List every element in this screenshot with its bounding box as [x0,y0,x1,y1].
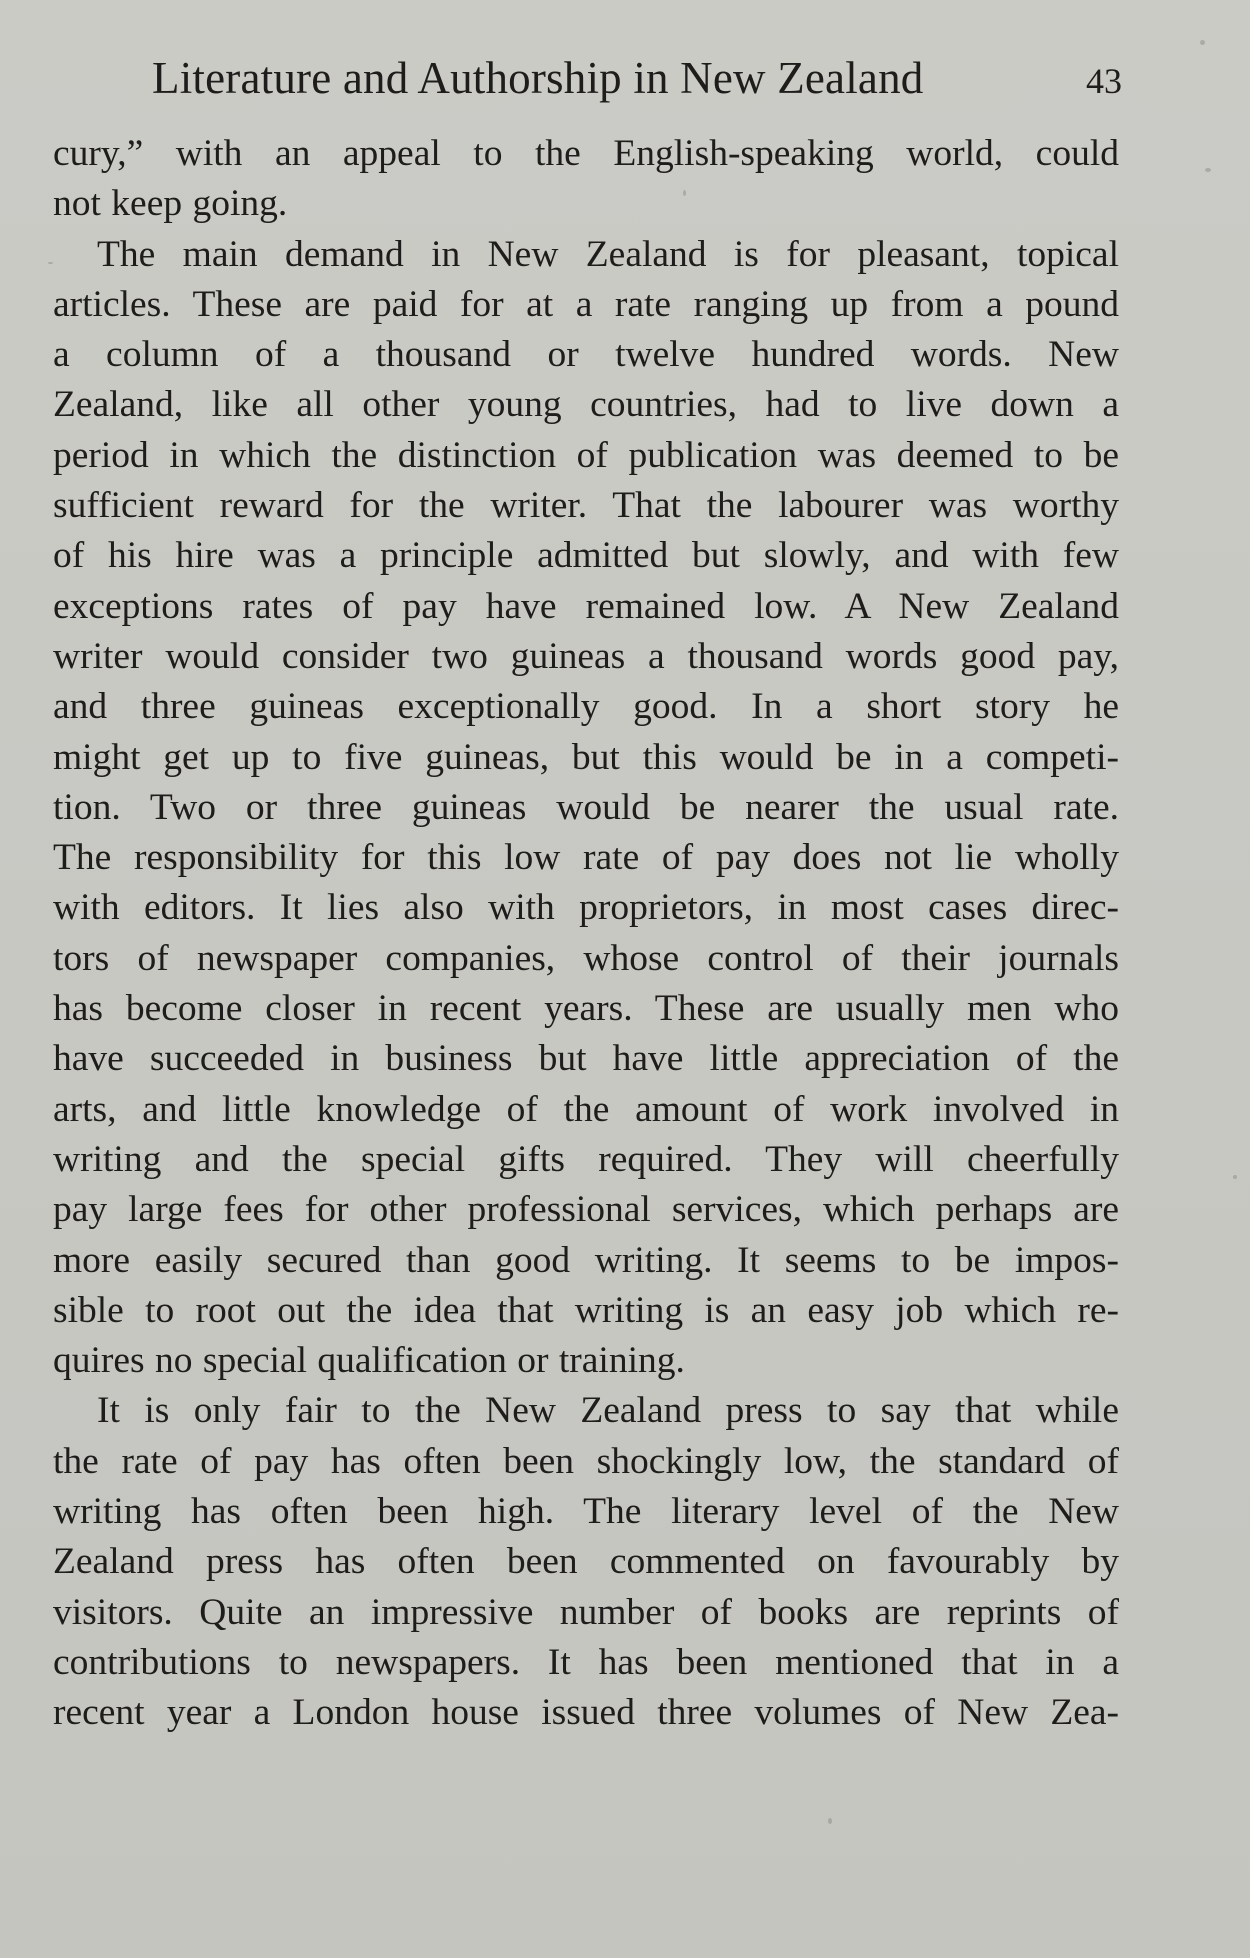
text-line: has become closer in recent years. These are usually men who [53,988,1119,1030]
text-line: Zealand press has often been commented on favourably by [53,1541,1119,1583]
text-line: a column of a thousand or twelve hundred words. New [53,334,1119,376]
running-title: Literature and Authorship in New Zealand [152,53,924,103]
text-line: period in which the distinction of publication was deemed to be [53,434,1119,476]
text-line: arts, and little knowledge of the amount of work involved in [53,1088,1119,1130]
text-line: writer would consider two guineas a thousand words good pay, [53,635,1119,677]
text-line: not keep going. [53,183,288,225]
text-line: contributions to newspapers. It has been mentioned that in a [53,1641,1119,1683]
text-line: pay large fees for other professional services, which perhaps are [53,1189,1119,1231]
text-line: visitors. Quite an impressive number of books are reprints of [53,1591,1119,1633]
text-line: Zealand, like all other young countries, had to live down a [53,384,1119,426]
text-line: tors of newspaper companies, whose control of their journals [53,937,1119,979]
paper-speck [828,1818,832,1824]
text-line: the rate of pay has often been shockingly low, the standard of [53,1440,1119,1482]
text-line: It is only fair to the New Zealand press to say that while [97,1390,1119,1432]
text-line: quires no special qualification or training. [53,1340,685,1382]
text-line: sible to root out the idea that writing is an easy job which re- [53,1289,1119,1331]
text-line: of his hire was a principle admitted but slowly, and with few [53,535,1119,577]
paper-speck [1200,40,1205,45]
running-head [0,52,1250,112]
text-line: The main demand in New Zealand is for pleasant, topical [97,233,1119,275]
body-text [53,129,1119,1739]
paper-speck [1205,168,1211,172]
text-line: articles. These are paid for at a rate ranging up from a pound [53,283,1119,325]
paper-speck [48,262,53,264]
text-line: writing and the special gifts required. They will cheerfully [53,1138,1119,1180]
text-line: tion. Two or three guineas would be nearer the usual rate. [53,786,1119,828]
text-line: have succeeded in business but have little appreciation of the [53,1038,1119,1080]
text-line: recent year a London house issued three volumes of New Zea- [53,1692,1119,1734]
paper-speck [683,190,686,196]
text-line: and three guineas exceptionally good. In a short story he [53,686,1119,728]
page-number: 43 [1086,61,1122,101]
text-line: more easily secured than good writing. It seems to be impos- [53,1239,1119,1281]
text-line: might get up to five guineas, but this would be in a competi- [53,736,1119,778]
paper-speck [1233,1175,1237,1179]
text-line: cury,” with an appeal to the English-speaking world, could [53,133,1119,174]
text-line: The responsibility for this low rate of pay does not lie wholly [53,837,1119,879]
text-line: writing has often been high. The literary level of the New [53,1491,1119,1533]
text-line: with editors. It lies also with proprietors, in most cases direc- [53,887,1119,929]
text-line: sufficient reward for the writer. That the labourer was worthy [53,485,1119,527]
text-line: exceptions rates of pay have remained low. A New Zealand [53,585,1119,627]
